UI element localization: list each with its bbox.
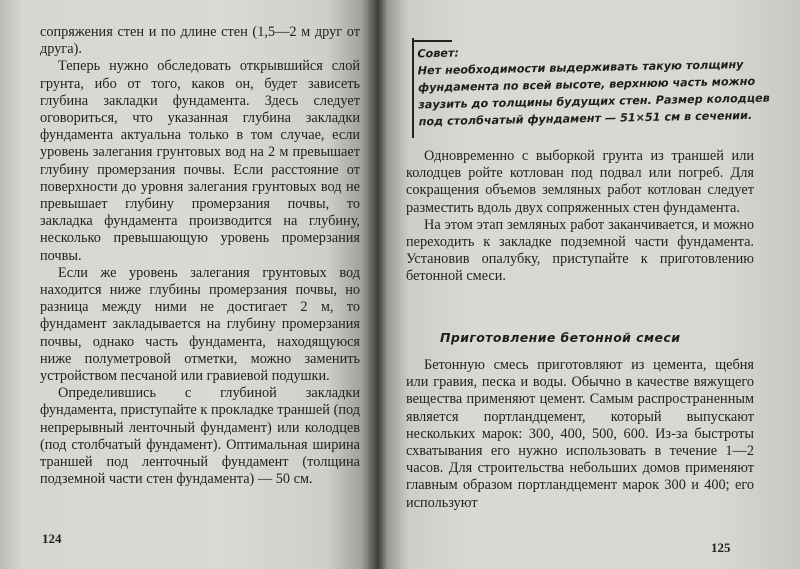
right-page-text	[406, 148, 754, 286]
section-text	[406, 357, 754, 512]
paragraph: Определившись с глубиной закладки фундамента, приступайте к прокладке траншей (под непрерывный ленточный фундамент) или колодцев (под столбчатый фундамент). Оптимальная ширина траншей под ленточный фундамент (толщина подземной части стен фундамента) — 50 см.	[40, 385, 360, 488]
paragraph: Если же уровень залегания грунтовых вод находится ниже глубины промерзания почвы, но разница между ними не достигает 2 м, то фундамент закладывается на глубину промерзания почвы, однако часть фундамента, находящуюся ниже полуметровой отметки, можно заменить устройством песчаной или гравиевой подушки.	[40, 264, 360, 385]
section-heading: Приготовление бетонной смеси	[440, 330, 681, 345]
book-gutter	[368, 0, 390, 569]
left-page	[0, 0, 372, 569]
paragraph: На этом этап земляных работ заканчивается, и можно переходить к закладке подземной части фундамента. Установив опалубку, приступайте к приготовлению бетонной смеси.	[406, 216, 754, 285]
paragraph: Теперь нужно обследовать открывшийся слой грунта, ибо от того, каков он, будет зависеть глубина закладки фундамента. Здесь следует оговориться, что указанная глубина закладки фундамента актуальна только в том случае, если уровень залегания грунтовых вод на 2 м превышает глубину промерзания почвы. Если расстояние от поверхности до уровня залегания грунтовых вод не превышает глубину промерзания почвы, то закладка фундамента производится на глубину, несколько превышающую уровень промерзания почвы.	[40, 58, 360, 264]
tip-title: Совет:	[417, 46, 460, 61]
paragraph: Бетонную смесь приготовляют из цемента, щебня или гравия, песка и воды. Обычно в качестве вяжущего вещества применяют цемент. Самым распространенным является портландцемент, который выпускают нескольких марок: 300, 400, 500, 600. Из-за быстроты схватывания его нужно использовать в течение 1—2 часов. Для строительства небольших домов применяют главным образом портландцемент марок 300 и 400; его используют	[406, 357, 754, 511]
right-page	[388, 0, 800, 569]
page-number-left: 124	[42, 531, 62, 546]
paragraph: сопряжения стен и по длине стен (1,5—2 м друг от друга).	[40, 24, 360, 58]
paragraph: Одновременно с выборкой грунта из траншей или колодцев ройте котлован под подвал или погреб. Для сокращения объемов земляных работ котлован следует разместить вдоль двух сопряженных стен фундамента.	[406, 148, 754, 216]
tip-text: Нет необходимости выдерживать такую толщину фундамента по всей высоте, верхнюю часть можно заузить до толщины будущих стен. Размер колодцев под столбчатый фундамент — 51×51 см в сечении.	[417, 58, 770, 129]
left-page-text	[40, 24, 360, 488]
page-number-right: 125	[711, 540, 731, 555]
tip-marker-top	[412, 40, 452, 42]
tip-box	[407, 38, 779, 130]
